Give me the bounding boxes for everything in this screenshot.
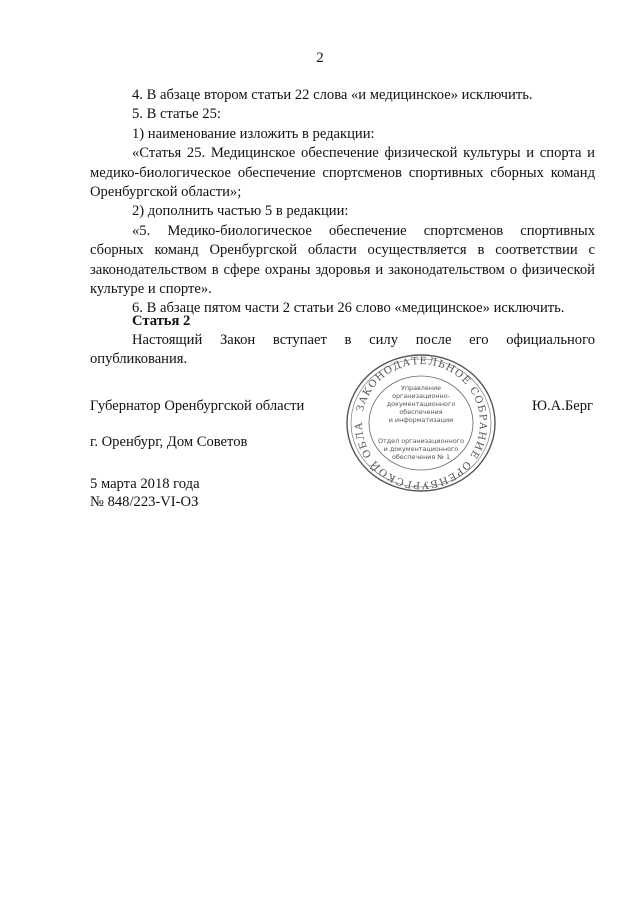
paragraph-subitem-1: 1) наименование изложить в редакции: [132, 125, 375, 142]
article2-heading: Статья 2 [132, 313, 191, 329]
paragraph-item-5: 5. В статье 25: [132, 106, 221, 123]
paragraph-item-6: 6. В абзаце пятом части 2 статьи 26 слово «медицинское» исключить. [132, 300, 565, 317]
law-number: № 848/223-VI-ОЗ [90, 494, 199, 510]
signer-title: Губернатор Оренбургской области [90, 398, 305, 414]
signer-name: Ю.А.Берг [532, 398, 593, 414]
stamp-inner-line: и информатизации [388, 416, 454, 424]
paragraph-subitem-2: 2) дополнить частью 5 в редакции: [132, 203, 349, 220]
stamp-bottom-line: Отдел организационного [377, 437, 465, 445]
stamp-inner-line: Управление [400, 384, 442, 392]
page-number: 2 [316, 50, 324, 66]
stamp-ring-text: ЗАКОНОДАТЕЛЬНОЕ СОБРАНИЕ ОРЕНБУРГСКОЙ ОБЛА [353, 355, 489, 491]
article25-title-quote: «Статья 25. Медицинское обеспечение физической культуры и спорта и медико-биологическое обеспечение спортсменов спортивных сборных команд Оренбургской области»; [90, 145, 595, 201]
amendments-text [90, 86, 595, 319]
stamp-bottom-line: и документационного [383, 445, 459, 453]
stamp-bottom-line: обеспечения № 1 [391, 453, 451, 461]
stamp-inner-line: организационно- [392, 392, 450, 400]
signing-place: г. Оренбург, Дом Советов [90, 434, 248, 450]
signing-date: 5 марта 2018 года [90, 476, 200, 492]
stamp-inner-line: обеспечения [399, 408, 443, 416]
stamp-inner-line: документационного [386, 400, 456, 408]
article25-part5-quote: «5. Медико-биологическое обеспечение спортсменов спортивных сборных команд Оренбургской области осуществляется в соответствии с законодательством в сфере охраны здоровья и законодательством о физической культуре и спорте». [90, 222, 595, 298]
stamp-graphic [343, 352, 499, 494]
article2-text: Настоящий Закон вступает в силу после его официального опубликования. [90, 332, 595, 368]
paragraph-item-4: 4. В абзаце втором статьи 22 слова «и медицинское» исключить. [132, 87, 533, 103]
official-stamp [343, 352, 499, 494]
